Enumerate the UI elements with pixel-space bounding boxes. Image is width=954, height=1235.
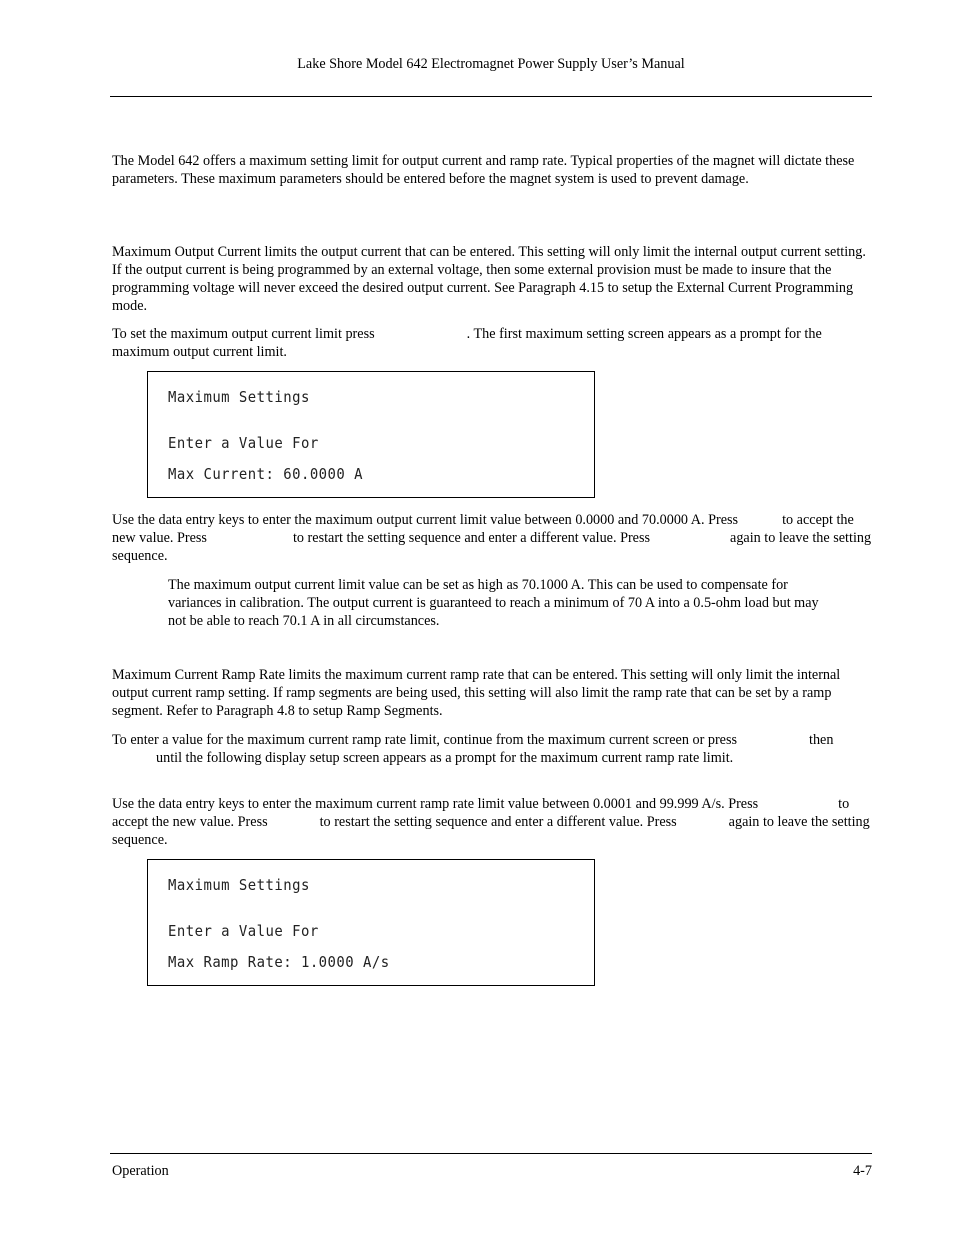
display-line: Enter a Value For xyxy=(168,922,319,940)
max-ramp-display-screen xyxy=(147,859,595,986)
text-span: . The first maximum setting screen appears as a prompt for the maximum output current limit. xyxy=(112,326,822,360)
text-span: To enter a value for the maximum current ramp rate limit, continue from the maximum current screen or press xyxy=(112,732,738,748)
display-line: Max Current: 60.0000 A xyxy=(168,465,364,483)
footer-page-number: 4-7 xyxy=(853,1163,872,1179)
max-ramp-enter-paragraph xyxy=(112,731,872,767)
text-span: until the following display setup screen appears as a prompt for the maximum current ramp rate limit. xyxy=(156,750,734,766)
text-span: to restart the setting sequence and enter a different value. Press xyxy=(319,814,677,830)
text-span: Use the data entry keys to enter the maximum output current limit value between 0.0000 and 70.0000 A. Press xyxy=(112,512,739,528)
header-rule xyxy=(110,96,872,97)
text-span: Use the data entry keys to enter the maximum current ramp rate limit value between 0.0001 and 99.999 A/s. Press xyxy=(112,796,759,812)
display-line: Maximum Settings xyxy=(168,388,310,406)
text-span: again to leave the setting sequence. xyxy=(112,530,872,564)
text-span: again to leave the setting sequence. xyxy=(112,814,870,848)
text-span: then xyxy=(809,732,834,748)
text-span: to restart the setting sequence and enter a different value. Press xyxy=(292,530,651,546)
footer-section: Operation xyxy=(112,1163,169,1179)
footer-rule xyxy=(110,1153,872,1154)
text-span: to accept the new value. Press xyxy=(112,512,854,546)
max-current-display-screen xyxy=(147,371,595,498)
display-line: Max Ramp Rate: 1.0000 A/s xyxy=(168,953,390,971)
max-current-paragraph: Maximum Output Current limits the output current that can be entered. This setting will only limit the internal output current setting. If the output current is being programmed by an external voltage, then some external provision must be made to insure that the programming voltage will never exceed the desired output current. See Paragraph 4.15 to setup the External Current Programming mode. xyxy=(112,244,866,314)
running-header: Lake Shore Model 642 Electromagnet Power Supply User’s Manual xyxy=(297,56,685,72)
text-span: to accept the new value. Press xyxy=(112,796,850,830)
display-line: Maximum Settings xyxy=(168,876,310,894)
max-current-entry-paragraph xyxy=(112,511,872,565)
text-span: To set the maximum output current limit press xyxy=(112,326,375,342)
max-ramp-entry-paragraph xyxy=(112,795,872,849)
max-current-set-paragraph xyxy=(112,325,872,361)
max-ramp-paragraph: Maximum Current Ramp Rate limits the maximum current ramp rate that can be entered. This setting will only limit the internal output current ramp setting. If ramp segments are being used, this setting will also limit the ramp rate that can be set by a ramp segment. Refer to Paragraph 4.8 to setup Ramp Segments. xyxy=(112,667,841,719)
intro-paragraph: The Model 642 offers a maximum setting limit for output current and ramp rate. Typical properties of the magnet will dictate these parameters. These maximum parameters should be entered before the magnet system is used to prevent damage. xyxy=(112,153,855,187)
max-current-note: The maximum output current limit value can be set as high as 70.1000 A. This can be used to compensate for variances in calibration. The output current is guaranteed to reach a minimum of 70 A into a 0.5-ohm load but may not be able to reach 70.1 A in all circumstances. xyxy=(168,577,819,629)
display-line: Enter a Value For xyxy=(168,434,319,452)
